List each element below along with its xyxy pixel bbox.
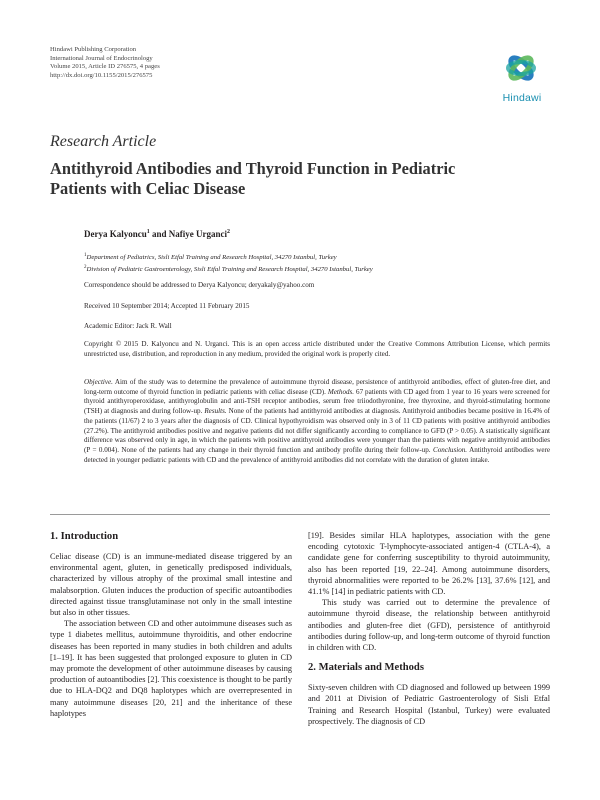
header-publisher: Hindawi Publishing Corporation <box>50 46 137 53</box>
left-column <box>50 530 292 719</box>
author-joiner: and <box>149 229 169 239</box>
affiliation-mark: 2 <box>84 265 87 271</box>
header-doi[interactable]: http://dx.doi.org/10.1155/2015/276575 <box>50 71 153 79</box>
affiliation-text: Department of Pediatrics, Sisli Etfal Training and Research Hospital, 34270 Istanbul, Turkey <box>86 254 337 262</box>
body-paragraph: The association between CD and other autoimmune diseases such as type 1 diabetes mellitus, autoimmune thyroiditis, and other endocrine diseases has been reported in many studies in both children and adults [1–19]. It has been suggested that prolonged exposure to gluten in CD may promote the development of other autoimmune diseases by causing production of autoantibodies [2]. This coexistence is thought to be partly due to HLA-DQ2 and DQ8 haplotypes which are overrepresented in many autoimmune diseases [20, 21] and the inheritance of these haplotypes <box>50 619 292 718</box>
header-journal: International Journal of Endocrinology <box>50 54 153 62</box>
abstract-results-label: Results. <box>204 407 227 416</box>
correspondence: Correspondence should be addressed to Derya Kalyoncu; deryakaly@yahoo.com <box>84 281 315 289</box>
affiliation-item <box>84 263 373 275</box>
journal-header <box>50 46 160 80</box>
affiliation-item <box>84 251 373 263</box>
abstract-objective: Aim of the study was to determine the prevalence of autoimmune thyroid disease, persistence of antithyroid antibodies, effect of gluten-free diet, and long-term outcome of thyroid function in pediatric patients with celiac disease (CD). <box>84 378 551 396</box>
body-paragraph: Celiac disease (CD) is an immune-mediated disease triggered by an environmental agent, gluten, in genetically predisposed individuals, characterized by villous atrophy of the proximal small intestine and malabsorption. Gluten induces the production of specific autoantibodies directed against tissue transglutaminase not only in the small intestine but also in other tissues. <box>50 552 292 618</box>
header-volume: Volume 2015, Article ID 276575, 4 pages <box>50 63 160 71</box>
abstract-results: None of the patients had antithyroid antibodies at diagnosis. Antithyroid antibodies became positive in 16.4% of the patients (11/67) 2 to 3 years after the diagnosis of CD. Clinical hypothyroidism was observed only in 3 of 11 CD patients with positive antithyroid antibodies (27.2%). The antithyroid antibodies positive and negative patients did not differ significantly according to compliance to GFD (P > 0.05). A statistically significant difference was observed only in age, in which the patients with positive antithyroid antibodies were younger than the patients with negative antithyroid antibodies (P = 0.004). None of the patients had any change in their thyroid function and antibody profile during their follow-up. <box>84 407 550 454</box>
author-name: Derya Kalyoncu <box>84 229 147 239</box>
body-paragraph: Sixty-seven children with CD diagnosed and followed up between 1999 and 2011 at Division of Pediatric Gastroenterology of Sisli Etfal Training and Research Hospital (Istanbul, Turkey) were evaluated prospectively. The diagnosis of CD <box>308 683 550 726</box>
author-name: Nafiye Urganci <box>168 229 228 239</box>
section-heading-methods: 2. Materials and Methods <box>308 662 424 674</box>
body-paragraph: This study was carried out to determine the prevalence of autoimmune thyroid disease, the relationship between antithyroid antibodies and gluten-free diet (GFD), persistence of antithyroid antibodies during follow-up, and long-term outcome of thyroid function in children with CD. <box>308 598 550 653</box>
author-affil-mark: 2 <box>227 229 231 235</box>
body-paragraph: [19]. Besides similar HLA haplotypes, association with the gene encoding cytotoxic T-lymphocyte-associated antigen-4 (CTLA-4), a candidate gene for conferring susceptibility to thyroid autoimmunity, also has been reported [19, 22–24]. Among autoimmune disorders, thyroid abnormalities were reported to be 26.2% [13], 37.6% [12], and 41.1% [14] in pediatric patients with CD. <box>308 531 550 597</box>
logo-wordmark: Hindawi <box>502 92 542 104</box>
author-list <box>84 229 230 239</box>
author-affil-mark: 1 <box>146 229 150 235</box>
article-title: Antithyroid Antibodies and Thyroid Function in Pediatric Patients with Celiac Disease <box>50 159 456 198</box>
abstract-conclusion-label: Conclusion. <box>432 445 468 454</box>
section-divider <box>50 514 550 515</box>
abstract-methods: 67 patients with CD aged from 1 year to 16 years were screened for thyroid antithyroperoxidase, antithyroglobulin and anti-TSH receptor antibodies, serum free triiodothyronine, free thyroxine, and thyroid-stimulating hormone (TSH) at diagnosis and during follow-up. <box>84 387 550 416</box>
abstract <box>84 378 550 465</box>
affiliation-mark: 1 <box>84 253 87 258</box>
affiliations <box>84 251 373 275</box>
article-type: Research Article <box>50 133 157 150</box>
abstract-conclusion: Antithyroid antibodies were detected in younger pediatric patients with CD and the prevalence of antithyroid antibodies did not correlate with the duration of gluten intake. <box>84 445 550 464</box>
academic-editor: Academic Editor: Jack R. Wall <box>84 322 172 330</box>
right-column <box>308 530 550 727</box>
section-heading-introduction: 1. Introduction <box>50 531 119 542</box>
received-dates: Received 10 September 2014; Accepted 11 February 2015 <box>84 302 250 310</box>
copyright-notice: Copyright © 2015 D. Kalyoncu and N. Urganci. This is an open access article distributed under the Creative Commons Attribution License, which permits unrestricted use, distribution, and reproduction in any medium, provided the original work is properly cited. <box>84 340 550 358</box>
abstract-objective-label: Objective. <box>84 378 113 386</box>
affiliation-text: Division of Pediatric Gastroenterology, Sisli Etfal Training and Research Hospital, 34270 Istanbul, Turkey <box>86 266 373 274</box>
abstract-methods-label: Methods. <box>327 387 355 396</box>
